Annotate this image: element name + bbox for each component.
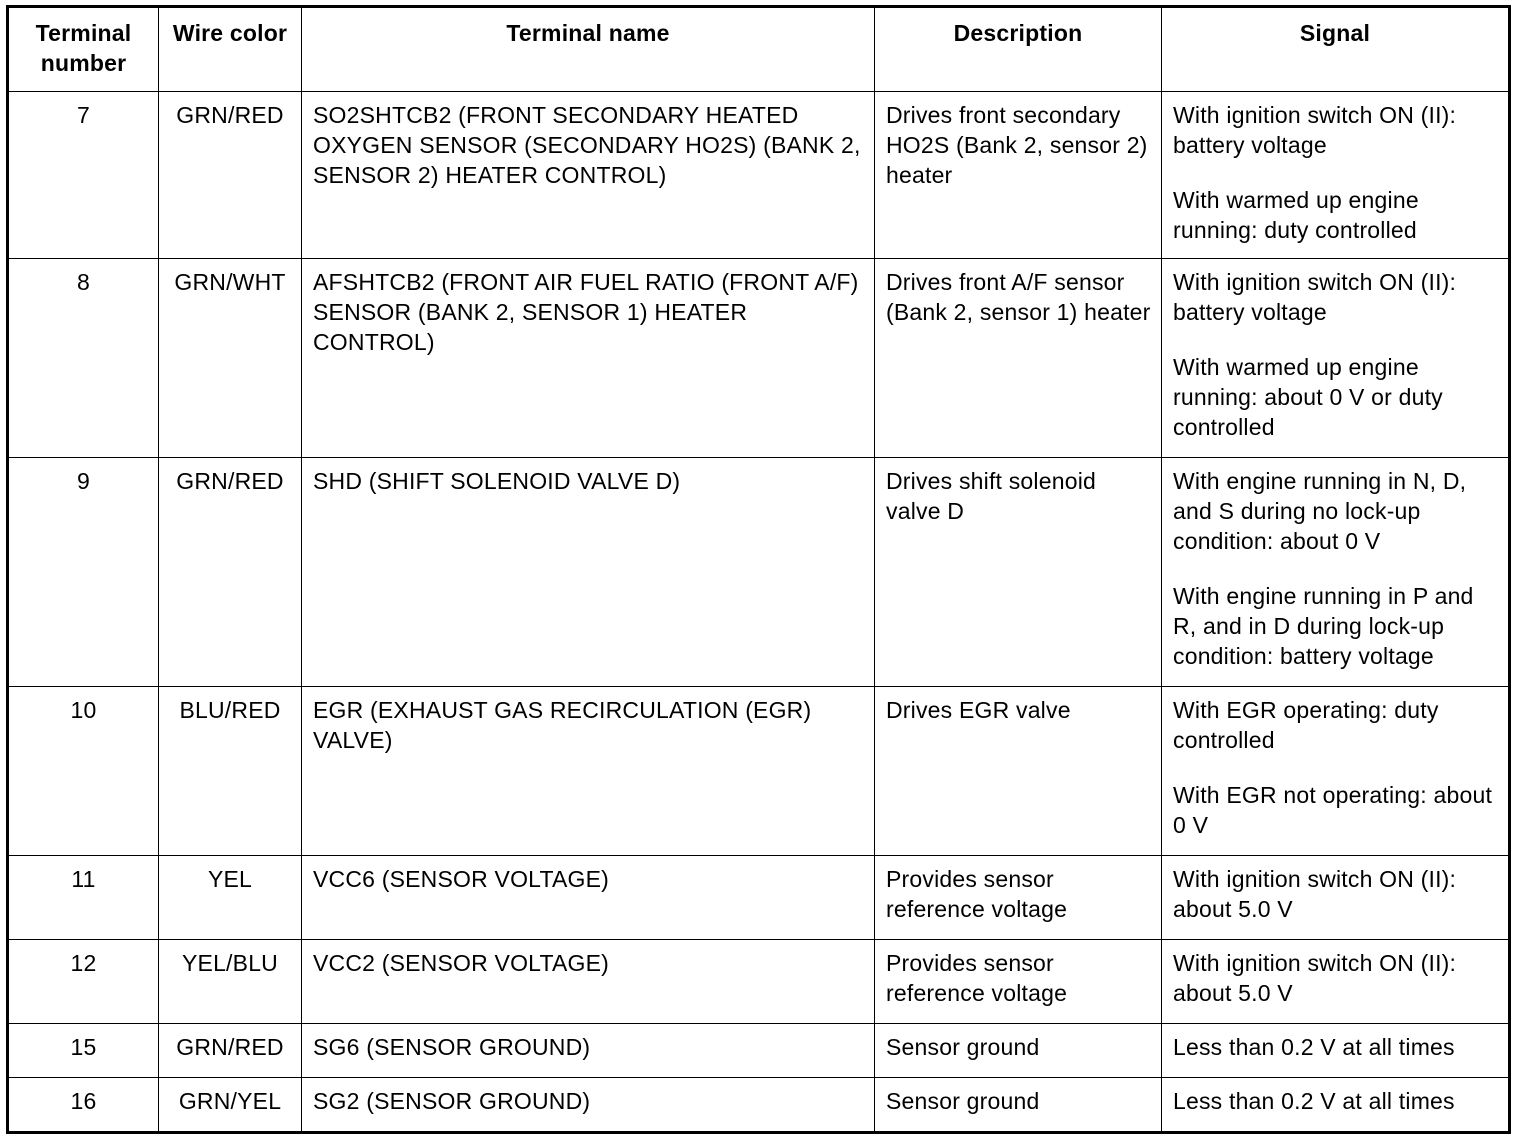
wire-color-cell: GRN/WHT xyxy=(159,259,302,458)
table-row xyxy=(8,458,1510,687)
terminal-number-cell: 7 xyxy=(8,92,159,259)
header-description: Description xyxy=(875,7,1162,92)
description-cell: Provides sensor reference voltage xyxy=(875,940,1162,1024)
signal-line: Less than 0.2 V at all times xyxy=(1173,1088,1455,1114)
signal-cell xyxy=(1162,92,1510,259)
header-wire-color: Wire color xyxy=(159,7,302,92)
terminal-number-cell: 10 xyxy=(8,687,159,856)
description-cell: Drives EGR valve xyxy=(875,687,1162,856)
terminal-table-container xyxy=(6,5,1511,1134)
table-row xyxy=(8,940,1510,1024)
description-cell: Sensor ground xyxy=(875,1078,1162,1133)
signal-line: Less than 0.2 V at all times xyxy=(1173,1034,1455,1060)
terminal-number-cell: 15 xyxy=(8,1024,159,1078)
signal-line: With engine running in N, D, and S during no lock-up condition: about 0 V xyxy=(1173,468,1467,554)
terminal-number-cell: 8 xyxy=(8,259,159,458)
description-cell: Drives front A/F sensor (Bank 2, sensor 1) heater xyxy=(875,259,1162,458)
wire-color-cell: GRN/RED xyxy=(159,458,302,687)
signal-line: With warmed up engine running: duty controlled xyxy=(1173,187,1419,243)
wire-color-cell: BLU/RED xyxy=(159,687,302,856)
signal-line: With ignition switch ON (II): battery voltage xyxy=(1173,102,1457,158)
signal-cell xyxy=(1162,687,1510,856)
signal-line: With ignition switch ON (II): battery voltage xyxy=(1173,269,1457,325)
table-row xyxy=(8,1078,1510,1133)
header-terminal-number: Terminal number xyxy=(8,7,159,92)
terminal-name-cell: AFSHTCB2 (FRONT AIR FUEL RATIO (FRONT A/F) SENSOR (BANK 2, SENSOR 1) HEATER CONTROL) xyxy=(302,259,875,458)
header-signal: Signal xyxy=(1162,7,1510,92)
table-row xyxy=(8,259,1510,458)
terminal-name-cell: VCC2 (SENSOR VOLTAGE) xyxy=(302,940,875,1024)
wire-color-cell: YEL xyxy=(159,856,302,940)
table-header-row xyxy=(8,7,1510,92)
terminal-name-cell: EGR (EXHAUST GAS RECIRCULATION (EGR) VALVE) xyxy=(302,687,875,856)
signal-line: With EGR not operating: about 0 V xyxy=(1173,782,1493,838)
wire-color-cell: GRN/RED xyxy=(159,92,302,259)
signal-cell xyxy=(1162,458,1510,687)
table-row xyxy=(8,92,1510,259)
terminal-number-cell: 11 xyxy=(8,856,159,940)
signal-cell xyxy=(1162,259,1510,458)
description-cell: Drives front secondary HO2S (Bank 2, sensor 2) heater xyxy=(875,92,1162,259)
table-row xyxy=(8,1024,1510,1078)
terminal-name-cell: SO2SHTCB2 (FRONT SECONDARY HEATED OXYGEN SENSOR (SECONDARY HO2S) (BANK 2, SENSOR 2) HEATER CONTROL) xyxy=(302,92,875,259)
signal-cell xyxy=(1162,1024,1510,1078)
description-cell: Drives shift solenoid valve D xyxy=(875,458,1162,687)
signal-line: With EGR operating: duty controlled xyxy=(1173,697,1439,753)
table-row xyxy=(8,856,1510,940)
header-terminal-name: Terminal name xyxy=(302,7,875,92)
description-cell: Provides sensor reference voltage xyxy=(875,856,1162,940)
signal-line: With engine running in P and R, and in D during lock-up condition: battery voltage xyxy=(1173,583,1474,669)
signal-cell xyxy=(1162,856,1510,940)
wire-color-cell: GRN/YEL xyxy=(159,1078,302,1133)
terminal-name-cell: SG6 (SENSOR GROUND) xyxy=(302,1024,875,1078)
terminal-name-cell: VCC6 (SENSOR VOLTAGE) xyxy=(302,856,875,940)
signal-cell xyxy=(1162,1078,1510,1133)
terminal-number-cell: 16 xyxy=(8,1078,159,1133)
signal-line: With ignition switch ON (II): about 5.0 V xyxy=(1173,866,1457,922)
wire-color-cell: YEL/BLU xyxy=(159,940,302,1024)
description-cell: Sensor ground xyxy=(875,1024,1162,1078)
terminal-name-cell: SHD (SHIFT SOLENOID VALVE D) xyxy=(302,458,875,687)
terminal-table xyxy=(6,5,1511,1134)
signal-cell xyxy=(1162,940,1510,1024)
terminal-number-cell: 9 xyxy=(8,458,159,687)
table-row xyxy=(8,687,1510,856)
terminal-name-cell: SG2 (SENSOR GROUND) xyxy=(302,1078,875,1133)
wire-color-cell: GRN/RED xyxy=(159,1024,302,1078)
terminal-number-cell: 12 xyxy=(8,940,159,1024)
signal-line: With ignition switch ON (II): about 5.0 V xyxy=(1173,950,1457,1006)
signal-line: With warmed up engine running: about 0 V or duty controlled xyxy=(1173,354,1443,440)
